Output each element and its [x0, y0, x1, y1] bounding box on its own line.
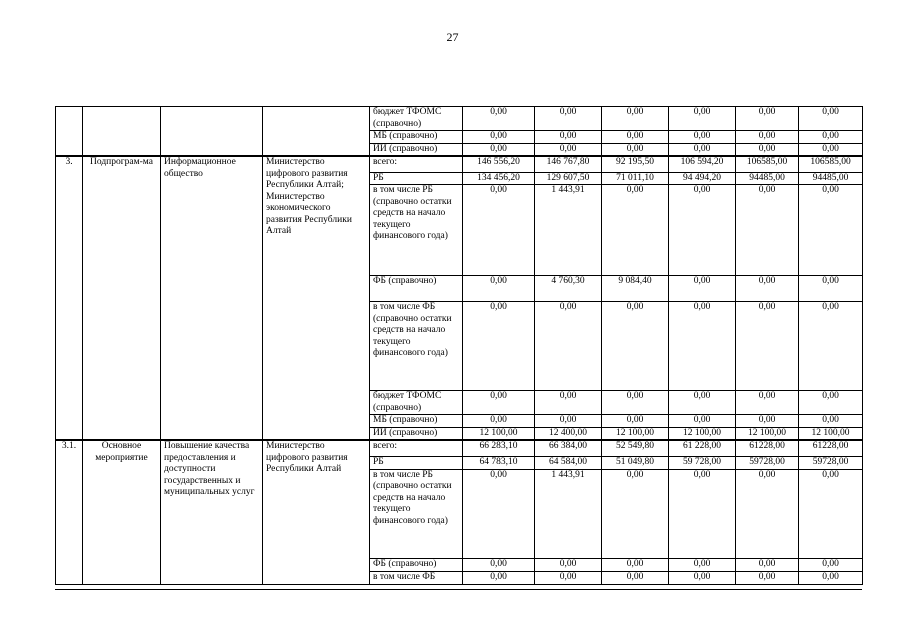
amount-cell: 0,00	[669, 107, 736, 131]
amount-cell: 1 443,91	[535, 469, 602, 558]
amount-cell: 0,00	[736, 131, 799, 144]
amount-cell: 146 556,20	[463, 156, 535, 172]
amount-cell: 64 783,10	[463, 456, 535, 469]
amount-cell: 0,00	[463, 143, 535, 156]
funding-source: в том числе РБ (справочно остатки средств на начало текущего финансового года)	[370, 469, 463, 558]
amount-cell: 0,00	[799, 185, 863, 276]
amount-cell: 106585,00	[736, 156, 799, 172]
amount-cell: 61 228,00	[669, 440, 736, 456]
amount-cell: 0,00	[736, 558, 799, 571]
amount-cell: 0,00	[799, 107, 863, 131]
amount-cell: 0,00	[736, 185, 799, 276]
amount-cell: 0,00	[669, 185, 736, 276]
index-cell	[56, 107, 83, 157]
amount-cell: 0,00	[463, 131, 535, 144]
amount-cell: 94485,00	[736, 172, 799, 185]
amount-cell: 61228,00	[799, 440, 863, 456]
amount-cell: 0,00	[736, 391, 799, 415]
amount-cell: 0,00	[463, 107, 535, 131]
amount-cell: 0,00	[602, 469, 669, 558]
amount-cell: 92 195,50	[602, 156, 669, 172]
table-row	[56, 107, 863, 131]
amount-cell: 0,00	[602, 302, 669, 391]
amount-cell: 59728,00	[799, 456, 863, 469]
funding-source: ИИ (справочно)	[370, 427, 463, 440]
amount-cell: 0,00	[799, 143, 863, 156]
funding-source: МБ (справочно)	[370, 131, 463, 144]
item-index: 3.1.	[56, 440, 83, 584]
funding-source: МБ (справочно)	[370, 415, 463, 428]
amount-cell: 134 456,20	[463, 172, 535, 185]
amount-cell: 0,00	[463, 391, 535, 415]
amount-cell: 0,00	[669, 143, 736, 156]
amount-cell: 0,00	[535, 415, 602, 428]
amount-cell: 0,00	[463, 415, 535, 428]
amount-cell: 0,00	[535, 131, 602, 144]
amount-cell: 0,00	[799, 415, 863, 428]
funding-source: РБ	[370, 172, 463, 185]
amount-cell: 0,00	[602, 131, 669, 144]
amount-cell: 0,00	[736, 415, 799, 428]
amount-cell: 71 011,10	[602, 172, 669, 185]
name-cell	[161, 107, 263, 157]
amount-cell: 0,00	[799, 302, 863, 391]
table-bottom-rule	[55, 589, 862, 590]
amount-cell: 59728,00	[736, 456, 799, 469]
amount-cell: 0,00	[602, 415, 669, 428]
amount-cell: 12 100,00	[669, 427, 736, 440]
amount-cell: 0,00	[535, 391, 602, 415]
item-index: 3.	[56, 156, 83, 440]
executor-cell	[263, 107, 370, 157]
funding-source: в том числе ФБ	[370, 571, 463, 584]
amount-cell: 94485,00	[799, 172, 863, 185]
amount-cell: 12 100,00	[602, 427, 669, 440]
funding-source: ФБ (справочно)	[370, 558, 463, 571]
item-name: Информационное общество	[161, 156, 263, 440]
amount-cell: 0,00	[736, 469, 799, 558]
item-executor: Министерство цифрового развития Республики Алтай; Министерство экономического развития Республики Алтай	[263, 156, 370, 440]
amount-cell: 0,00	[669, 571, 736, 584]
amount-cell: 0,00	[736, 302, 799, 391]
amount-cell: 106585,00	[799, 156, 863, 172]
amount-cell: 0,00	[669, 469, 736, 558]
amount-cell: 0,00	[669, 415, 736, 428]
amount-cell: 0,00	[669, 131, 736, 144]
amount-cell: 0,00	[736, 276, 799, 302]
amount-cell: 0,00	[799, 276, 863, 302]
amount-cell: 106 594,20	[669, 156, 736, 172]
amount-cell: 64 584,00	[535, 456, 602, 469]
funding-source: бюджет ТФОМС (справочно)	[370, 107, 463, 131]
amount-cell: 0,00	[535, 143, 602, 156]
amount-cell: 0,00	[799, 131, 863, 144]
amount-cell: 0,00	[736, 571, 799, 584]
amount-cell: 0,00	[463, 185, 535, 276]
table-row	[56, 156, 863, 172]
amount-cell: 0,00	[736, 143, 799, 156]
amount-cell: 146 767,80	[535, 156, 602, 172]
amount-cell: 12 400,00	[535, 427, 602, 440]
amount-cell: 0,00	[799, 469, 863, 558]
funding-source: РБ	[370, 456, 463, 469]
amount-cell: 0,00	[602, 391, 669, 415]
amount-cell: 52 549,80	[602, 440, 669, 456]
amount-cell: 9 084,40	[602, 276, 669, 302]
page-number: 27	[446, 30, 459, 44]
amount-cell: 0,00	[602, 571, 669, 584]
amount-cell: 0,00	[535, 107, 602, 131]
amount-cell: 0,00	[463, 571, 535, 584]
table-row	[56, 440, 863, 456]
amount-cell: 61228,00	[736, 440, 799, 456]
funding-source: бюджет ТФОМС (справочно)	[370, 391, 463, 415]
item-kind: Подпрограм-ма	[83, 156, 161, 440]
amount-cell: 129 607,50	[535, 172, 602, 185]
item-executor: Министерство цифрового развития Республики Алтай	[263, 440, 370, 584]
amount-cell: 94 494,20	[669, 172, 736, 185]
amount-cell: 51 049,80	[602, 456, 669, 469]
amount-cell: 0,00	[602, 558, 669, 571]
amount-cell: 0,00	[602, 107, 669, 131]
budget-table	[55, 106, 863, 585]
amount-cell: 59 728,00	[669, 456, 736, 469]
amount-cell: 12 100,00	[463, 427, 535, 440]
item-name: Повышение качества предоставления и доступности государственных и муниципальных услуг	[161, 440, 263, 584]
amount-cell: 12 100,00	[799, 427, 863, 440]
amount-cell: 12 100,00	[736, 427, 799, 440]
amount-cell: 4 760,30	[535, 276, 602, 302]
amount-cell: 66 384,00	[535, 440, 602, 456]
amount-cell: 66 283,10	[463, 440, 535, 456]
amount-cell: 0,00	[669, 302, 736, 391]
amount-cell: 0,00	[463, 276, 535, 302]
funding-source: всего:	[370, 440, 463, 456]
amount-cell: 0,00	[602, 185, 669, 276]
kind-cell	[83, 107, 161, 157]
funding-source: всего:	[370, 156, 463, 172]
amount-cell: 0,00	[799, 391, 863, 415]
amount-cell: 0,00	[669, 558, 736, 571]
amount-cell: 0,00	[736, 107, 799, 131]
funding-source: в том числе РБ (справочно остатки средств на начало текущего финансового года)	[370, 185, 463, 276]
amount-cell: 0,00	[535, 302, 602, 391]
amount-cell: 0,00	[535, 558, 602, 571]
amount-cell: 0,00	[463, 558, 535, 571]
amount-cell: 0,00	[799, 558, 863, 571]
amount-cell: 0,00	[463, 469, 535, 558]
amount-cell: 0,00	[669, 391, 736, 415]
amount-cell: 0,00	[463, 302, 535, 391]
amount-cell: 0,00	[669, 276, 736, 302]
amount-cell: 0,00	[602, 143, 669, 156]
funding-source: ИИ (справочно)	[370, 143, 463, 156]
amount-cell: 1 443,91	[535, 185, 602, 276]
amount-cell: 0,00	[535, 571, 602, 584]
item-kind: Основное мероприятие	[83, 440, 161, 584]
funding-source: ФБ (справочно)	[370, 276, 463, 302]
amount-cell: 0,00	[799, 571, 863, 584]
funding-source: в том числе ФБ (справочно остатки средств на начало текущего финансового года)	[370, 302, 463, 391]
